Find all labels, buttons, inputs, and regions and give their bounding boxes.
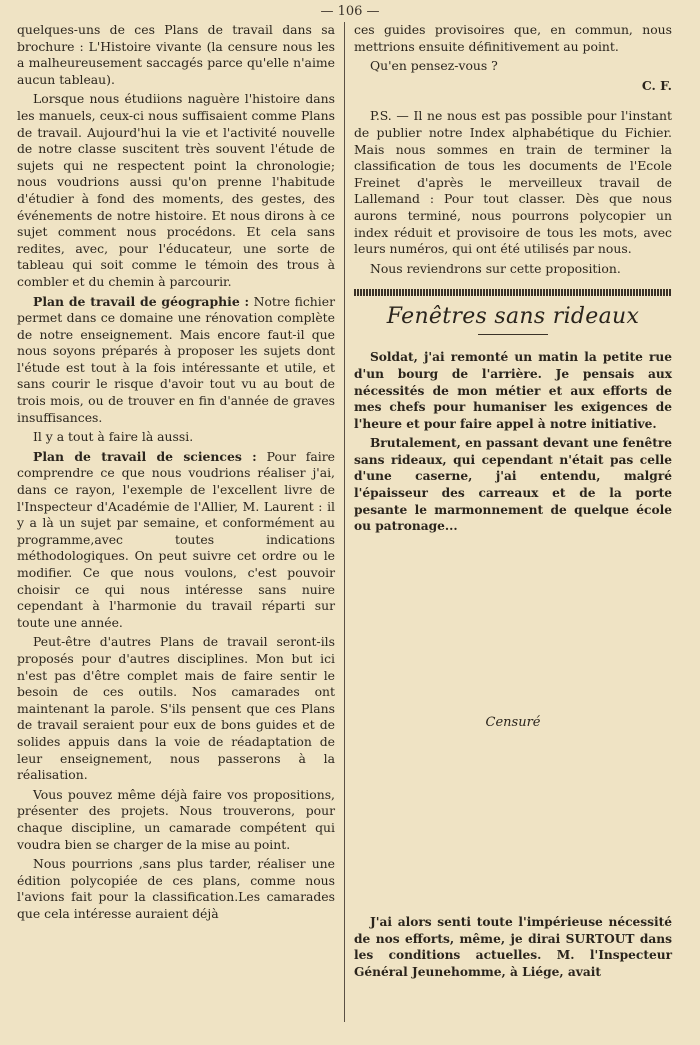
paragraph: J'ai alors senti toute l'impérieuse nécessité de nos efforts, même, je dirai SURTOUT dans les conditions actuelles. M. l'Inspecteur Général Jeunehomme, à Liége, avait [354,915,672,979]
left-column [17,22,335,925]
page-number: — 106 — [320,4,380,19]
paragraph: Peut-être d'autres Plans de travail seront-ils proposés pour d'autres disciplines. Mon but ici n'est pas d'être complet mais de faire sentir le besoin de ces outils. Nos camarades ont maintenant la parole. S'ils pensent que ces Plans de travail seraient pour eux de bons guides et de solides appuis dans la voie de réadaptation de leur enseignement, nous passerons à la réalisation. [17,634,335,783]
signature: C. F. [641,77,672,93]
section-heading: Plan de travail de géographie : [33,293,250,309]
paragraph: quelques-uns de ces Plans de travail dans sa brochure : L'Histoire vivante (la censure nous les a malheureusement saccagés parce qu'elle n'aime aucun tableau). [17,22,335,87]
censored-notice: Censuré [485,715,541,730]
postscript: P.S. — Il ne nous est pas possible pour l'instant de publier notre Index alphabétique du Fichier. Mais nous sommes en train de terminer la classification de tous les documents de l'Ecole Freinet d'après le merveilleux travail de Lallemand : Pour tout classer. Dès que nous aurons terminé, nous pourrons polycopier un index réduit et provisoire de tous les mots, avec leurs numéros, qui ont été utilisés par nous. [354,108,672,257]
paragraph: Qu'en pensez-vous ? [370,58,498,74]
paragraph: Nous pourrions ,sans plus tarder, réaliser une édition polycopiée de ces plans, comme nous l'avions fait pour la classification.Les camarades que cela intéresse auraient déjà [17,856,335,921]
section-heading: Plan de travail de sciences : [33,448,257,464]
paragraph: Plan de travail de sciences : Pour faire comprendre ce que nous voudrions réaliser j'ai, dans ce rayon, l'exemple de l'excellent livre de l'Inspecteur d'Académie de l'Allier, M. Laurent : il y a là un sujet par semaine, et conformément au programme,avec toutes indications méthodologiques. On peut suivre cet ordre ou le modifier. Ce que nous voulons, c'est pouvoir choisir ce qui nous intéresse sans nuire cependant à l'harmonie du travail réparti sur toute une année. [17,448,335,630]
paragraph: Il y a tout à faire là aussi. [33,429,194,445]
paragraph: ces guides provisoires que, en commun, nous mettrions ensuite définitivement au point. [354,22,672,54]
column-divider [344,22,345,1022]
title-rule [478,334,548,335]
paragraph: Soldat, j'ai remonté un matin la petite rue d'un bourg de l'arrière. Je pensais aux nécessités de mon métier et aux efforts de mes chefs pour humaniser les exigences de l'heure et pour faire appel à notre initiative. [354,350,672,431]
right-column [354,22,672,538]
paragraph: Plan de travail de géographie : Notre fichier permet dans ce domaine une rénovation complète de notre enseignement. Mais encore faut-il que nous soyons préparés à proposer les sujets dont l'étude est tout à la fois intéressante et utile, et sans courir le risque d'avoir tout vu au bout de trois mois, ou de trouver en fin d'année de graves insuffisances. [17,293,336,425]
article-title: Fenêtres sans rideaux [386,304,640,330]
section-separator [354,289,672,296]
paragraph: Brutalement, en passant devant une fenêtre sans rideaux, qui cependant n'était pas celle d'une caserne, j'ai entendu, malgré l'épaisseur des carreaux et de la porte pesante le marmonnement de quelque école ou patronage... [354,436,672,534]
paragraph [354,914,672,980]
paragraph: Vous pouvez même déjà faire vos propositions, présenter des projets. Nous trouverons, pour chaque discipline, un camarade compétent qui voudra bien se charger de la mise au point. [17,786,335,852]
paragraph: Nous reviendrons sur cette proposition. [370,260,621,276]
paragraph: Lorsque nous étudiions naguère l'histoire dans les manuels, ceux-ci nous suffisaient comme Plans de travail. Aujourd'hui la vie et l'activité nouvelle de notre classe suscitent très souvent l'étude de sujets qui ne respectent point la chronologie; nous voudrions aussi qu'on prenne l'habitude d'étudier à fond des moments, des gestes, des événements de notre histoire. Et nous dirons à ce sujet comment nous procédons. Et cela sans redites, avec, pour l'éducateur, une sorte de tableau qui soit comme le témoin des trous à combler et du chemin à parcourir. [17,91,335,289]
